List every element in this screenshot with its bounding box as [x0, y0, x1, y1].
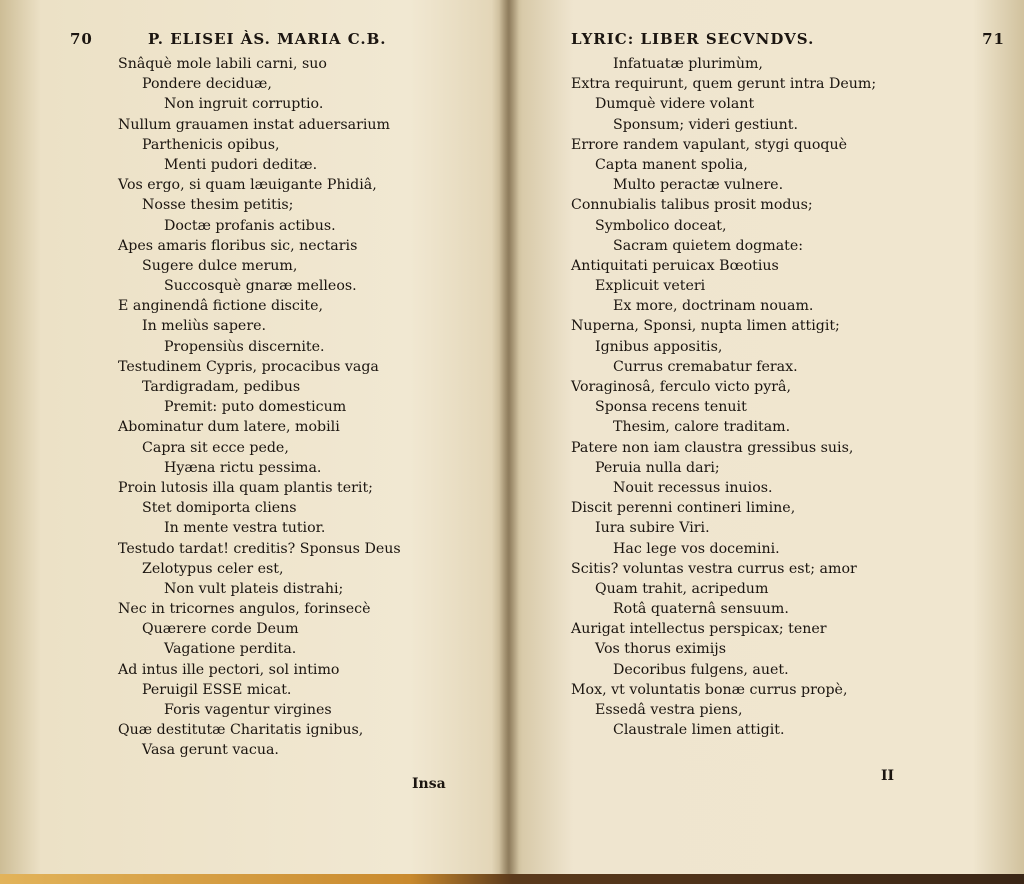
- verse-line: Snâquè mole labili carni, suo: [118, 56, 327, 72]
- left-running-title: P. ELISEI ÀS. MARIA C.B.: [148, 30, 387, 48]
- verse-line: Quæ destitutæ Charitatis ignibus,: [118, 722, 364, 739]
- left-page-number: 70: [70, 30, 93, 48]
- right-page-number: 71: [982, 30, 1005, 48]
- verse-line: Errore randem vapulant, stygi quoquè: [571, 136, 848, 153]
- right-page: [565, 28, 1005, 784]
- verse-line: Capta manent spolia,: [595, 156, 748, 173]
- verse-line: Sacram quietem dogmate:: [613, 237, 804, 254]
- verse-line: Nosse thesim petitis;: [142, 197, 294, 214]
- verse-line: Explicuit veteri: [595, 278, 706, 295]
- verse-line: Decoribus fulgens, auet.: [613, 661, 789, 678]
- right-verse-block: [565, 54, 985, 740]
- verse-line: Pondere deciduæ,: [142, 76, 272, 93]
- verse-line: Hyæna rictu pessima.: [164, 459, 322, 476]
- verse-line: Vagatione perdita.: [164, 641, 297, 658]
- verse-line: Extra requirunt, quem gerunt intra Deum;: [571, 76, 877, 93]
- verse-line: Menti pudori deditæ.: [164, 156, 318, 173]
- verse-line: Nuperna, Sponsi, nupta limen attigit;: [571, 318, 840, 335]
- verse-line: Antiquitati peruicax Bœotius: [571, 257, 779, 274]
- verse-line: Currus cremabatur ferax.: [613, 358, 798, 375]
- verse-line: Ex more, doctrinam nouam.: [613, 298, 814, 315]
- verse-line: Non vult plateis distrahi;: [164, 580, 344, 597]
- verse-line: In meliùs sapere.: [142, 318, 267, 335]
- verse-line: Apes amaris floribus sic, nectaris: [118, 237, 358, 254]
- verse-line: Vos thorus eximijs: [595, 641, 726, 658]
- book-gutter: [499, 0, 519, 884]
- left-catchword: Insa: [412, 776, 446, 792]
- left-verse-block: [70, 54, 480, 761]
- verse-line: Hac lege vos docemini.: [613, 540, 780, 557]
- verse-line: Proin lutosis illa quam plantis terit;: [118, 479, 373, 496]
- verse-line: Tardigradam, pedibus: [142, 379, 301, 395]
- verse-line: Patere non iam claustra gressibus suis,: [571, 439, 854, 456]
- verse-line: Abominatur dum latere, mobili: [118, 419, 340, 436]
- verse-line: Testudo tardat! creditis? Sponsus Deus: [118, 540, 401, 557]
- verse-line: E anginendâ fictione discite,: [118, 298, 324, 315]
- verse-line: Nec in tricornes angulos, forinsecè: [118, 601, 371, 618]
- verse-line: Vos ergo, si quam læuigante Phidiâ,: [118, 177, 377, 194]
- left-running-head: [70, 28, 480, 54]
- verse-line: Non ingruit corruptio.: [164, 96, 324, 113]
- verse-line: In mente vestra tutior.: [164, 520, 326, 537]
- verse-line: Connubialis talibus prosit modus;: [571, 197, 813, 214]
- verse-line: Ignibus appositis,: [595, 338, 723, 355]
- verse-line: Foris vagentur virgines: [164, 702, 332, 718]
- verse-line: Zelotypus celer est,: [142, 560, 284, 577]
- verse-line: Sugere dulce merum,: [142, 257, 298, 274]
- right-catchword: II: [881, 768, 895, 784]
- verse-line: Thesim, calore traditam.: [613, 419, 791, 436]
- verse-line: Voraginosâ, ferculo victo pyrâ,: [571, 379, 791, 395]
- verse-line: Nullum grauamen instat aduersarium: [118, 116, 390, 133]
- verse-line: Vasa gerunt vacua.: [142, 742, 279, 759]
- verse-line: Aurigat intellectus perspicax; tener: [571, 621, 827, 638]
- verse-line: Sponsa recens tenuit: [595, 399, 747, 416]
- verse-line: Scitis? voluntas vestra currus est; amor: [571, 560, 857, 577]
- verse-line: Quam trahit, acripedum: [595, 580, 769, 597]
- right-running-head: [565, 28, 1005, 54]
- verse-line: Infatuatæ plurimùm,: [613, 56, 763, 72]
- verse-line: Multo peractæ vulnere.: [613, 177, 784, 194]
- verse-line: Rotâ quaternâ sensuum.: [613, 601, 789, 618]
- left-page: [70, 28, 480, 792]
- verse-line: Peruigil ESSE micat.: [142, 681, 292, 698]
- verse-line: Testudinem Cypris, procacibus vaga: [118, 358, 379, 375]
- verse-line: Essedâ vestra piens,: [595, 702, 743, 718]
- verse-line: Mox, vt voluntatis bonæ currus propè,: [571, 681, 848, 698]
- verse-line: Ad intus ille pectori, sol intimo: [118, 661, 340, 678]
- verse-line: Symbolico doceat,: [595, 217, 727, 234]
- verse-line: Quærere corde Deum: [142, 621, 299, 638]
- verse-line: Stet domiporta cliens: [142, 500, 297, 517]
- verse-line: Iura subire Viri.: [595, 520, 710, 537]
- verse-line: Succosquè gnaræ melleos.: [164, 278, 357, 295]
- verse-line: Premit: puto domesticum: [164, 399, 347, 416]
- verse-line: Doctæ profanis actibus.: [164, 217, 336, 234]
- verse-line: Parthenicis opibus,: [142, 136, 280, 153]
- verse-line: Capra sit ecce pede,: [142, 439, 289, 456]
- verse-line: Nouit recessus inuios.: [613, 479, 773, 496]
- verse-line: Peruia nulla dari;: [595, 459, 720, 476]
- right-running-title: LYRIC: LIBER SECVNDVS.: [571, 30, 815, 48]
- verse-line: Claustrale limen attigit.: [613, 722, 785, 739]
- page-edge: [0, 874, 1024, 884]
- verse-line: Discit perenni contineri limine,: [571, 500, 796, 517]
- verse-line: Propensiùs discernite.: [164, 338, 325, 355]
- verse-line: Sponsum; videri gestiunt.: [613, 116, 798, 133]
- verse-line: Dumquè videre volant: [595, 96, 755, 113]
